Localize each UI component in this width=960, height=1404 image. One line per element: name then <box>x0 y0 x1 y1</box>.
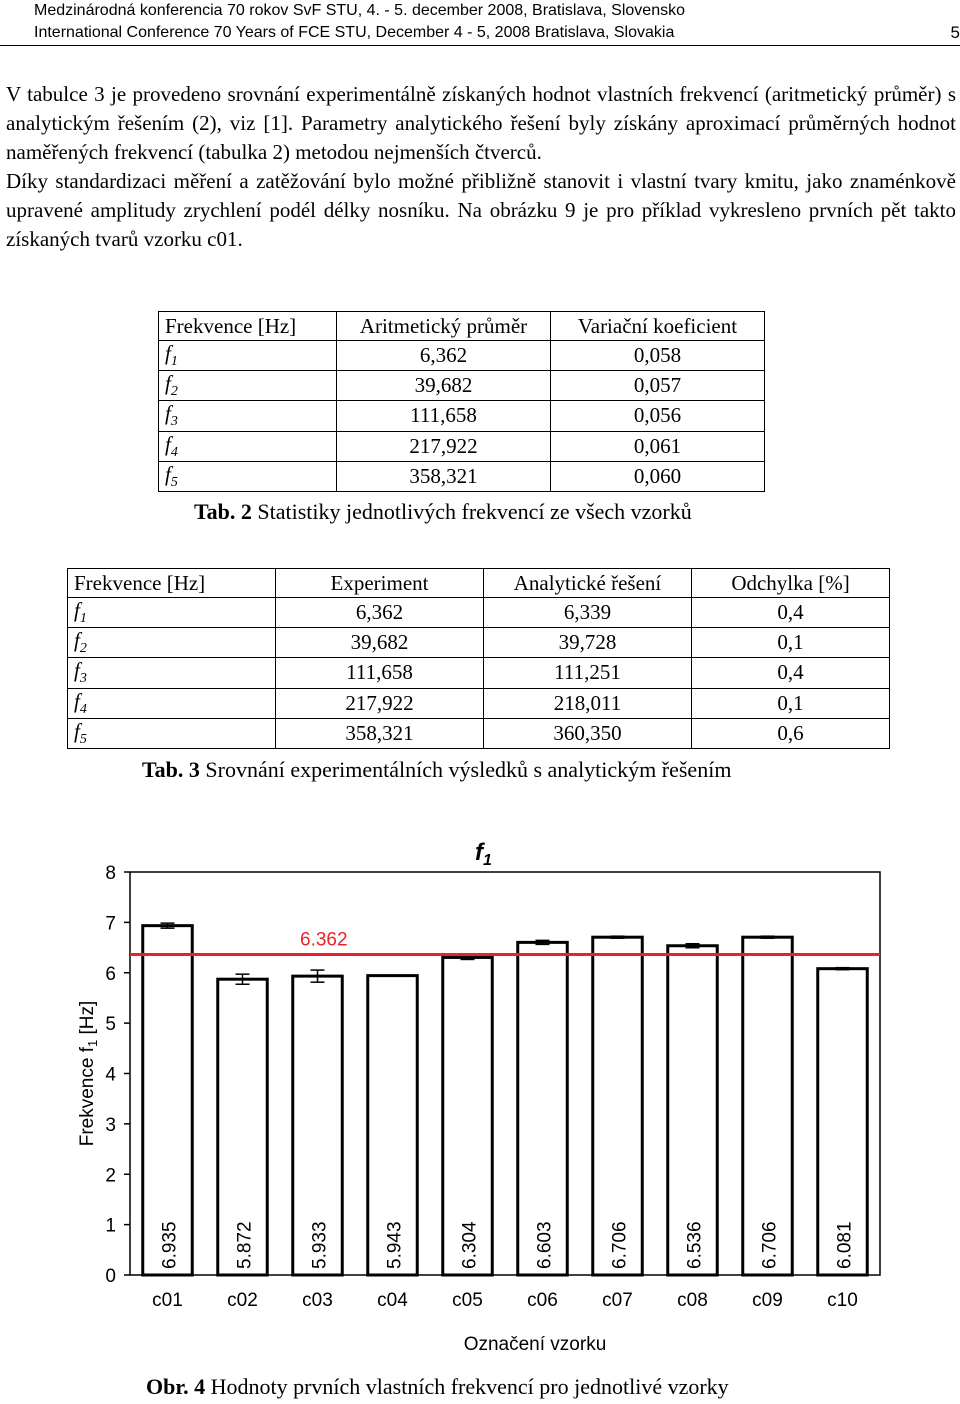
y-tick-label: 4 <box>105 1064 116 1086</box>
x-tick-label: c05 <box>452 1290 483 1311</box>
frequency-symbol-cell <box>159 431 337 461</box>
mean-line-label: 6.362 <box>300 929 348 951</box>
paragraph-1: V tabulce 3 je provedeno srovnání experimentálně získaných hodnot vlastních frekvencí (aritmetický průměr) s analytickým řešením (2), viz [1]. Parametry analytického řešení byly získány aproximací průměrných hodnot naměřených frekvencí (tabulka 2) metodou nejmenších čtverců. <box>6 82 956 164</box>
table-cell-mean: 6,362 <box>337 341 551 371</box>
frequency-index: 5 <box>170 474 178 490</box>
header-rule <box>0 45 960 46</box>
bar-value-label: 6.935 <box>159 1221 181 1269</box>
table-cell-cv: 0,058 <box>551 341 765 371</box>
table-cell-an: 218,011 <box>484 688 692 718</box>
table-2 <box>158 311 765 492</box>
frequency-symbol: f <box>165 431 171 456</box>
body-text <box>6 80 956 254</box>
x-tick-label: c02 <box>227 1290 258 1311</box>
table-3-caption-text: Srovnání experimentálních výsledků s analytickým řešením <box>199 757 732 782</box>
page-number: 5 <box>950 23 960 42</box>
table-cell-cv: 0,056 <box>551 401 765 431</box>
frequency-symbol-cell <box>159 461 337 491</box>
y-axis-label-unit: [Hz] <box>77 1000 98 1040</box>
table-cell-dev: 0,1 <box>692 628 890 658</box>
x-tick-label: c01 <box>152 1290 183 1311</box>
frequency-symbol: f <box>165 401 171 426</box>
table-row <box>159 431 765 461</box>
table-3-header-row <box>68 569 890 598</box>
table-row <box>68 688 890 718</box>
y-tick-label: 6 <box>105 963 116 985</box>
frequency-index: 2 <box>79 641 87 657</box>
x-tick-label: c07 <box>602 1290 633 1311</box>
y-axis-label <box>77 1001 100 1147</box>
header-line-2: International Conference 70 Years of FCE STU, December 4 - 5, 2008 Bratislava, Slovakia <box>34 24 675 41</box>
frequency-symbol-cell <box>68 598 276 628</box>
table-3 <box>67 568 890 749</box>
frequency-symbol: f <box>74 628 80 653</box>
x-tick-label: c06 <box>527 1290 558 1311</box>
x-tick-label: c10 <box>827 1290 858 1311</box>
table-cell-mean: 217,922 <box>337 431 551 461</box>
table-cell-an: 39,728 <box>484 628 692 658</box>
table-3-header: Experiment <box>276 569 484 598</box>
table-cell-an: 6,339 <box>484 598 692 628</box>
frequency-symbol-cell <box>68 718 276 748</box>
bar-value-label: 6.081 <box>834 1221 856 1269</box>
chart-title-sub: 1 <box>483 852 492 869</box>
table-row <box>68 628 890 658</box>
y-tick-label: 2 <box>105 1165 116 1187</box>
table-2-header: Aritmetický průměr <box>337 312 551 341</box>
table-2-caption <box>194 499 692 525</box>
table-cell-exp: 217,922 <box>276 688 484 718</box>
frequency-symbol: f <box>165 341 171 365</box>
x-axis-label: Označení vzorku <box>463 1334 607 1355</box>
y-tick-label: 5 <box>105 1014 116 1036</box>
paragraph-2: Díky standardizaci měření a zatěžování bylo možné přibližně stanovit i vlastní tvary kmitu, jako znaménkově upravené amplitudy zrychlení podél délky nosníku. Na obrázku 9 je pro příklad vykresleno prvních pět takto získaných tvarů vzorku c01. <box>6 169 956 251</box>
bar-value-label: 5.943 <box>384 1221 406 1269</box>
bar-value-label: 5.933 <box>309 1221 331 1269</box>
table-2-header: Frekvence [Hz] <box>159 312 337 341</box>
frequency-symbol-cell <box>68 628 276 658</box>
table-cell-mean: 39,682 <box>337 371 551 401</box>
y-tick-label: 1 <box>105 1215 116 1237</box>
header-line-1: Medzinárodná konferencia 70 rokov SvF STU, 4. - 5. december 2008, Bratislava, Slovensko <box>34 2 685 19</box>
y-tick-label: 8 <box>105 863 116 884</box>
table-row <box>68 598 890 628</box>
table-3-header: Odchylka [%] <box>692 569 890 598</box>
y-tick-label: 3 <box>105 1114 116 1136</box>
frequency-index: 1 <box>170 354 178 370</box>
table-cell-cv: 0,061 <box>551 431 765 461</box>
table-2-caption-label: Tab. 2 <box>194 499 252 524</box>
bar-value-label: 6.603 <box>534 1221 556 1269</box>
frequency-index: 3 <box>79 671 87 687</box>
table-3-header: Frekvence [Hz] <box>68 569 276 598</box>
table-row <box>159 371 765 401</box>
table-row <box>68 718 890 748</box>
bar-value-label: 6.536 <box>684 1221 706 1269</box>
frequency-index: 2 <box>170 384 178 400</box>
table-cell-dev: 0,4 <box>692 598 890 628</box>
frequency-symbol: f <box>74 658 80 683</box>
frequency-symbol: f <box>74 598 80 622</box>
table-cell-dev: 0,4 <box>692 658 890 688</box>
table-3-header: Analytické řešení <box>484 569 692 598</box>
x-tick-label: c08 <box>677 1290 708 1311</box>
figure-caption <box>146 1374 729 1400</box>
frequency-symbol: f <box>74 718 80 743</box>
table-cell-cv: 0,057 <box>551 371 765 401</box>
table-row <box>68 658 890 688</box>
y-tick-label: 0 <box>105 1266 116 1287</box>
figure-caption-text: Hodnoty prvních vlastních frekvencí pro jednotlivé vzorky <box>205 1374 729 1399</box>
table-cell-mean: 358,321 <box>337 461 551 491</box>
frequency-index: 5 <box>79 731 87 747</box>
y-tick-label: 7 <box>105 913 116 935</box>
table-row <box>159 461 765 491</box>
frequency-symbol: f <box>74 688 80 713</box>
table-2-header: Variační koeficient <box>551 312 765 341</box>
table-cell-dev: 0,1 <box>692 688 890 718</box>
frequency-index: 4 <box>79 701 87 717</box>
table-cell-dev: 0,6 <box>692 718 890 748</box>
x-tick-label: c09 <box>752 1290 783 1311</box>
table-3-body <box>68 598 890 749</box>
frequency-index: 3 <box>170 414 178 430</box>
table-2-header-row <box>159 312 765 341</box>
frequency-symbol-cell <box>159 401 337 431</box>
table-cell-cv: 0,060 <box>551 461 765 491</box>
x-tick-label: c03 <box>302 1290 333 1311</box>
frequency-symbol-cell <box>68 688 276 718</box>
table-row <box>159 341 765 371</box>
frequency-symbol-cell <box>159 371 337 401</box>
table-2-caption-text: Statistiky jednotlivých frekvencí ze všech vzorků <box>251 499 692 524</box>
frequency-symbol: f <box>165 461 171 486</box>
table-cell-exp: 111,658 <box>276 658 484 688</box>
frequency-symbol-cell <box>68 658 276 688</box>
bar-value-label: 5.872 <box>234 1221 256 1269</box>
table-cell-exp: 39,682 <box>276 628 484 658</box>
table-cell-exp: 358,321 <box>276 718 484 748</box>
table-cell-mean: 111,658 <box>337 401 551 431</box>
bar-value-label: 6.706 <box>609 1221 631 1269</box>
table-2-body <box>159 341 765 492</box>
table-cell-an: 360,350 <box>484 718 692 748</box>
figure-caption-label: Obr. 4 <box>146 1374 206 1399</box>
page-header <box>34 0 960 44</box>
table-row <box>159 401 765 431</box>
frequency-symbol: f <box>165 371 171 396</box>
header-line-2-row <box>34 22 960 44</box>
x-tick-label: c04 <box>377 1290 408 1311</box>
y-axis-label-sub: 1 <box>85 1039 100 1048</box>
bar-value-label: 6.304 <box>459 1221 481 1269</box>
chart-title <box>475 839 492 869</box>
bar-chart <box>60 830 900 1360</box>
table-cell-an: 111,251 <box>484 658 692 688</box>
frequency-index: 4 <box>170 444 178 460</box>
frequency-index: 1 <box>79 611 87 627</box>
table-3-caption-label: Tab. 3 <box>142 757 200 782</box>
y-axis-label-main: Frekvence f <box>77 1047 98 1147</box>
bar-value-label: 6.706 <box>759 1221 781 1269</box>
table-3-caption <box>142 757 731 783</box>
chart-title-main: f <box>475 839 483 866</box>
table-cell-exp: 6,362 <box>276 598 484 628</box>
frequency-symbol-cell <box>159 341 337 371</box>
